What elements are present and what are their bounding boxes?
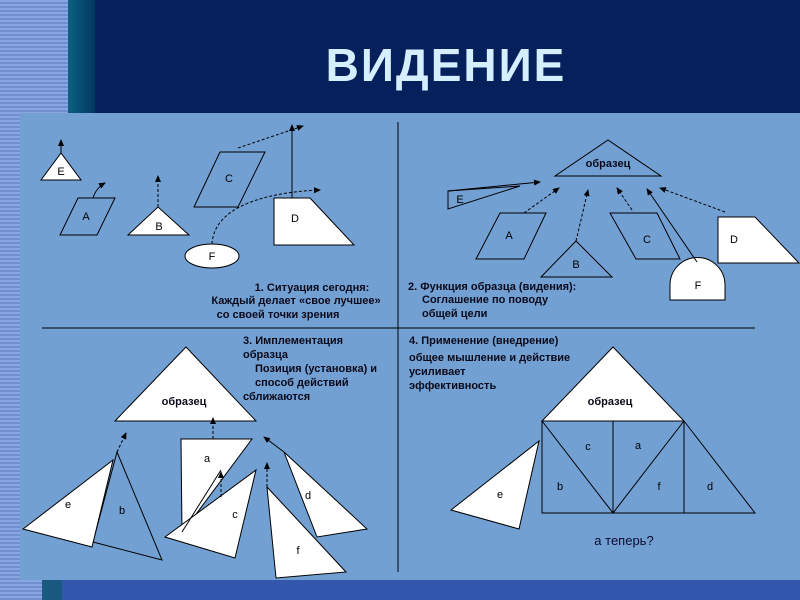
label-f: f — [657, 481, 661, 493]
label-c: C — [643, 234, 651, 246]
label-a: A — [505, 230, 513, 242]
shape-f — [670, 258, 725, 301]
caption-q3-line2: образца — [243, 349, 288, 361]
caption-q3-line3: Позиция (установка) и — [255, 363, 378, 375]
caption-q3-line1: 3. Имплементация — [243, 335, 344, 347]
label-b: b — [118, 505, 126, 517]
label-b: B — [155, 221, 163, 233]
model-triangle — [115, 347, 256, 421]
caption-q3-line5: сближаются — [243, 391, 311, 403]
model-label: образец — [161, 396, 207, 408]
model-label: образец — [585, 158, 631, 170]
label-e: e — [496, 489, 504, 501]
caption-q4-line3: усиливает — [409, 366, 466, 378]
model-label: образец — [587, 396, 633, 408]
label-a: a — [203, 453, 211, 465]
slide-title: ВИДЕНИЕ — [325, 39, 567, 91]
label-c: C — [225, 173, 233, 185]
caption-q2-line1: 2. Функция образца (видения): — [408, 281, 577, 293]
caption-q2-line2: Соглашение по поводу — [422, 294, 549, 306]
label-a: a — [634, 440, 642, 452]
caption-q3-line4: способ действий — [255, 377, 349, 389]
label-c: c — [232, 509, 238, 521]
label-d: d — [304, 490, 312, 502]
shape-d — [274, 198, 354, 245]
label-d: D — [730, 234, 738, 246]
label-d: D — [291, 213, 299, 225]
caption-q1-line2: Каждый делает «свое лучшее» — [211, 295, 381, 307]
caption-q2-line3: общей цели — [422, 308, 488, 320]
shape-e — [451, 441, 539, 529]
caption-q1-line3: со своей точки зрения — [216, 309, 340, 321]
caption-q4-line4: эффективность — [409, 380, 497, 392]
label-e: E — [57, 166, 65, 178]
label-d: d — [706, 481, 714, 493]
label-c: c — [585, 441, 591, 453]
quadrant-4 — [451, 347, 755, 529]
label-a: A — [82, 211, 90, 223]
label-f: F — [208, 251, 216, 263]
label-f: f — [296, 545, 300, 557]
label-b: B — [572, 259, 580, 271]
label-e: e — [64, 499, 72, 511]
label-f: F — [694, 280, 702, 292]
caption-q1-line1: 1. Ситуация сегодня: — [254, 282, 370, 294]
quadrant-1 — [41, 125, 354, 268]
caption-q4-line1: 4. Применение (внедрение) — [409, 335, 559, 347]
caption-q4-line2: общее мышление и действие — [409, 352, 571, 364]
label-b: b — [556, 481, 564, 493]
closing-question: а теперь? — [594, 533, 654, 548]
label-e: E — [456, 194, 464, 206]
